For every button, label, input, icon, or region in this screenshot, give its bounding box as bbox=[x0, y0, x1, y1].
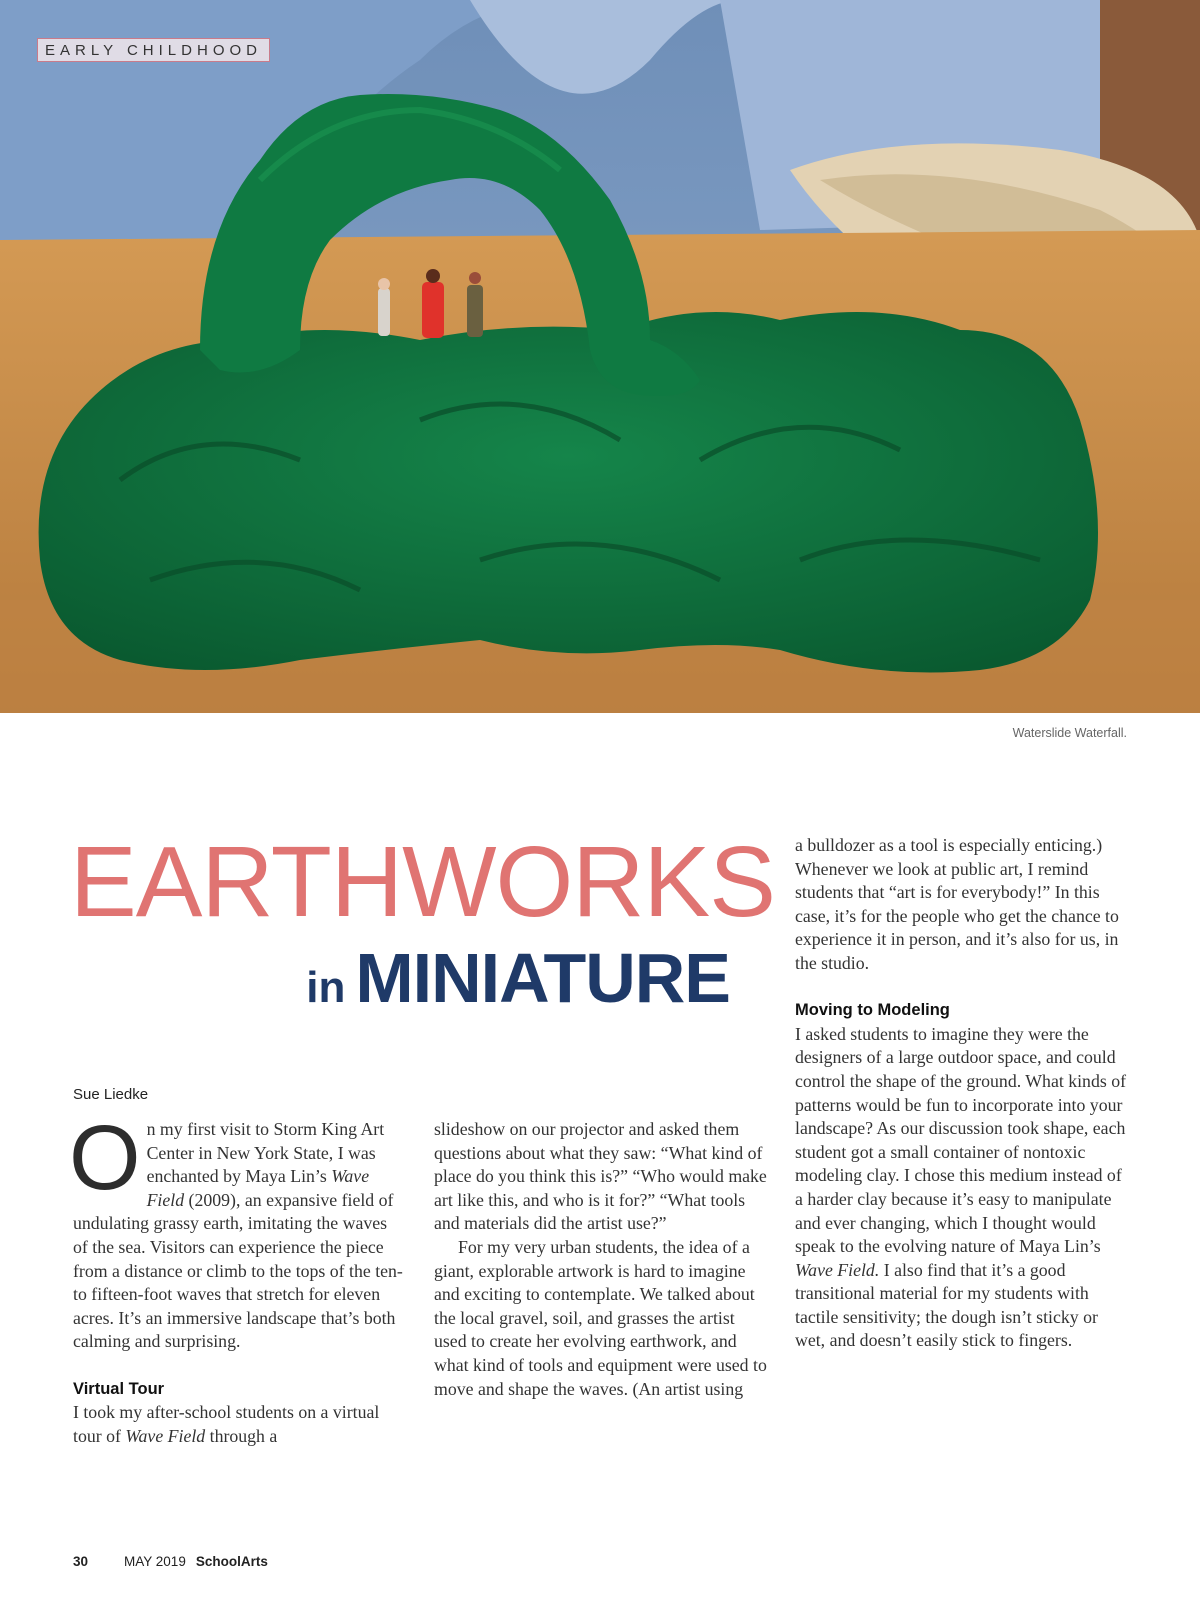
drop-cap: O bbox=[69, 1107, 141, 1209]
modeling-text-rest: I also find that it’s a good transitional material for my students with tactile sensitivity; the dough isn’t sticky or wet, and doesn’t easily stick to fingers. bbox=[795, 1259, 1098, 1351]
title-miniature: MINIATURE bbox=[355, 939, 730, 1017]
bulldozer-paragraph: a bulldozer as a tool is especially enticing.) Whenever we look at public art, I remind students that “art is for everybody!” In this case, it’s for the people who get the chance to experience it in person, and it’s also for us, in the studio. bbox=[795, 835, 1119, 973]
article-title: EARTHWORKS bbox=[70, 826, 775, 938]
virtual-tour-paragraph bbox=[73, 1401, 406, 1448]
urban-students-paragraph: For my very urban students, the idea of a giant, explorable artwork is hard to imagine and exciting to contemplate. We talked about the local gravel, soil, and grasses the artist used to create her evolving earthwork, and what kind of tools and equipment were used to move and shape the waves. (An artist using bbox=[434, 1236, 767, 1399]
article-subtitle bbox=[306, 939, 730, 1017]
artwork-title-3: Wave Field. bbox=[795, 1259, 880, 1280]
title-in: in bbox=[306, 963, 346, 1012]
column-3 bbox=[795, 834, 1128, 1353]
page-footer bbox=[73, 1554, 268, 1569]
issue-date: MAY 2019 bbox=[124, 1554, 186, 1569]
section-tag: EARLY CHILDHOOD bbox=[37, 38, 270, 62]
page-number: 30 bbox=[73, 1554, 89, 1569]
magazine-name: SchoolArts bbox=[195, 1554, 268, 1569]
photo-caption: Waterslide Waterfall. bbox=[1012, 726, 1127, 740]
column-2 bbox=[434, 1118, 767, 1401]
author-byline: Sue Liedke bbox=[73, 1086, 149, 1103]
intro-text: n my first visit to Storm King Art Center in New York State, I was enchanted by Maya Lin’s bbox=[146, 1119, 385, 1187]
subhead-moving-to-modeling: Moving to Modeling bbox=[795, 1001, 950, 1020]
intro-text-rest: (2009), an expansive field of undulating grassy earth, imitating the waves of the sea. Visitors can experience the piece from a distance or climb to the tops of the ten- to fifteen-foot waves that stretch for eleven acres. It’s an immersive landscape that’s both calming and surprising. bbox=[73, 1189, 403, 1352]
tour-text-rest: through a bbox=[205, 1425, 278, 1446]
modeling-text: I asked students to imagine they were the designers of a large outdoor space, and could control the shape of the ground. What kinds of patterns would be fun to incorporate into your landscape? As our discussion took shape, each student got a small container of nontoxic modeling clay. I chose this medium instead of a harder clay because it’s easy to manipulate and ever changing, which I thought would speak to the evolving nature of Maya Lin’s bbox=[795, 1023, 1127, 1257]
intro-paragraph bbox=[69, 1107, 406, 1354]
hero-photo bbox=[0, 0, 1200, 713]
tour-text: I took my after-school students on a virtual tour of bbox=[73, 1402, 380, 1446]
clay-landscape-illustration bbox=[0, 0, 1200, 713]
artwork-title: Wave Field bbox=[146, 1166, 370, 1210]
artwork-title-2: Wave Field bbox=[125, 1425, 206, 1446]
modeling-paragraph bbox=[795, 1023, 1128, 1353]
slideshow-paragraph: slideshow on our projector and asked them questions about what they saw: “What kind of place do you think this is?” “Who would make art like this, and who is it for?” “What tools and materials did the artist use?” bbox=[434, 1119, 767, 1234]
subhead-virtual-tour: Virtual Tour bbox=[73, 1379, 165, 1398]
column-1 bbox=[69, 1107, 406, 1448]
